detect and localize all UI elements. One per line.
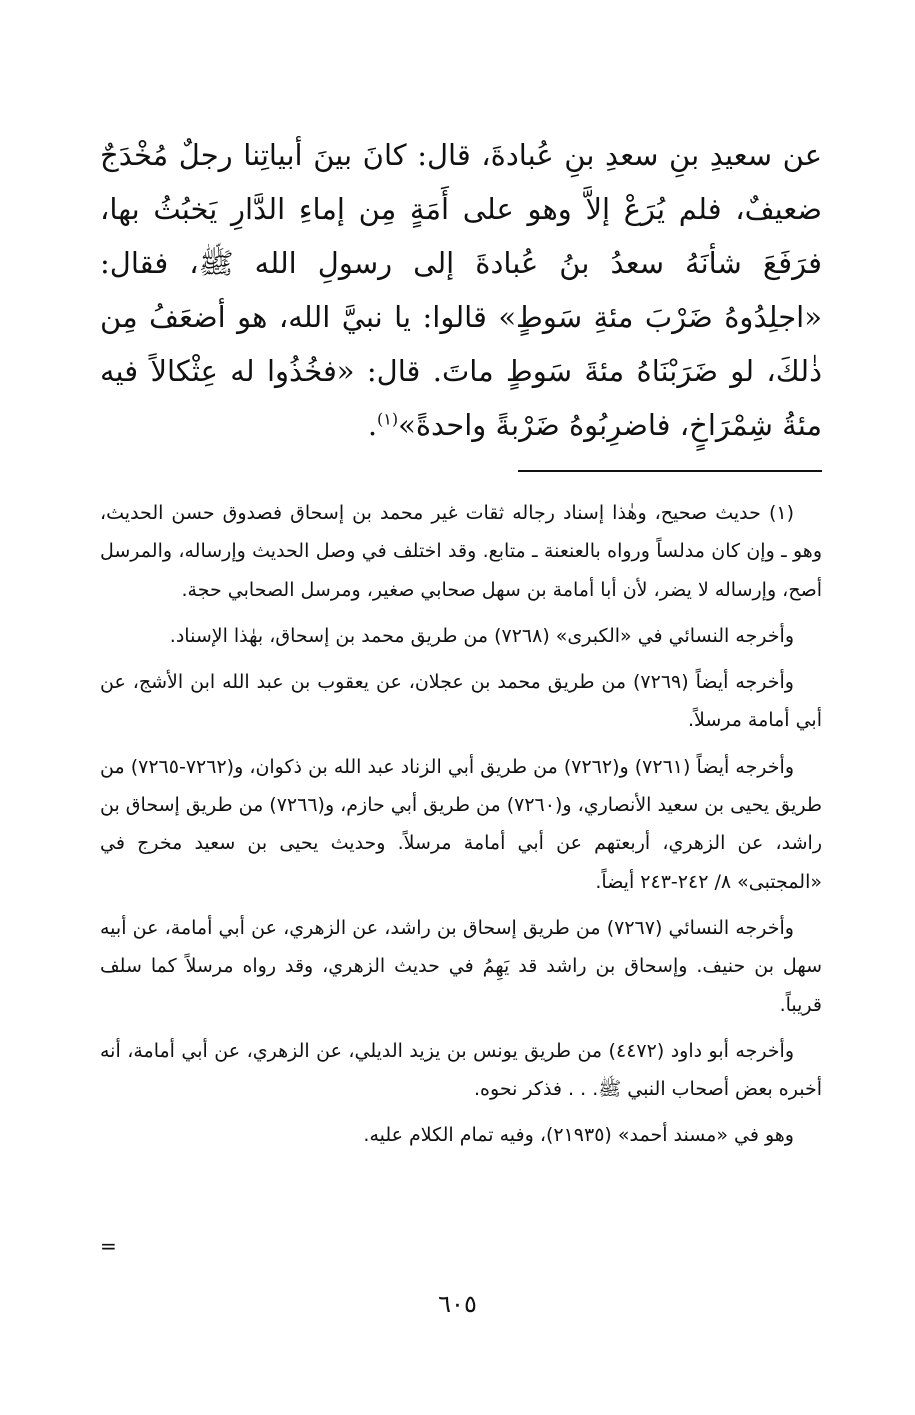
footnote-paragraph: (١) حديث صحيح، وهٰذا إسناد رجاله ثقات غير محمد بن إسحاق فصدوق حسن الحديث، وهو ـ وإن كان مدلساً ورواه بالعنعنة ـ متابع. وقد اختلف في وصل الحديث وإرساله، والمرسل أصح، وإرساله لا يضر، لأن أبا أمامة بن سهل صحابي صغير، ومرسل الصحابي حجة. — [100, 502, 822, 601]
footnotes — [100, 494, 822, 1163]
footnote-separator — [518, 470, 822, 472]
footnote-paragraph: وأخرجه أيضاً (٧٢٦١) و(٧٢٦٢) من طريق أبي الزناد عبد الله بن ذكوان، و(٧٢٦٢-٧٢٦٥) من طريق يحيى بن سعيد الأنصاري، و(٧٢٦٠) من طريق أبي حازم، و(٧٢٦٦) من طريق إسحاق بن راشد، عن الزهري، أربعتهم عن أبي أمامة مرسلاً. وحديث يحيى بن سعيد مخرج في «المجتبى» ٨/ ٢٤٢-٢٤٣ أيضاً. — [100, 755, 822, 893]
main-text-end: . — [367, 408, 378, 442]
main-hadith-text — [100, 128, 822, 452]
continuation-mark: = — [100, 1234, 117, 1258]
footnote-paragraph: وأخرجه النسائي في «الكبرى» (٧٢٦٨) من طريق محمد بن إسحاق، بهٰذا الإسناد. — [169, 624, 794, 647]
footnote-paragraph: وأخرجه النسائي (٧٢٦٧) من طريق إسحاق بن راشد، عن الزهري، عن أبي أمامة، عن أبيه سهل بن حنيف. وإسحاق بن راشد قد يَهِمُ في حديث الزهري، وقد رواه مرسلاً كما سلف قريباً. — [100, 916, 822, 1016]
footnote-paragraph: وهو في «مسند أحمد» (٢١٩٣٥)، وفيه تمام الكلام عليه. — [363, 1124, 794, 1147]
footnote-paragraph: وأخرجه أبو داود (٤٤٧٢) من طريق يونس بن يزيد الديلي، عن الزهري، عن أبي أمامة، أنه أخبره بعض أصحاب النبي ﷺ. . . فذكر نحوه. — [100, 1039, 822, 1101]
page-number: ٦٠٥ — [438, 1290, 477, 1318]
main-text-body: عن سعيدِ بنِ سعدِ بنِ عُبادةَ، قال: كانَ بينَ أبياتِنا رجلٌ مُخْدَجٌ ضعيفٌ، فلم يُرَعْ إلاَّ وهو على أَمَةٍ مِن إماءِ الدَّارِ يَخبُثُ بها، فرَفَعَ شأنَهُ سعدُ بنُ عُبادةَ إلى رسولِ الله ﷺ، فقال: «اجلِدُوهُ ضَرْبَ مئةِ سَوطٍ» قالوا: يا نبيَّ الله، هو أضعَفُ مِن ذٰلكَ، لو ضَرَبْنَاهُ مئةَ سَوطٍ ماتَ. قال: «فخُذُوا له عِثْكالاً فيه مئةُ شِمْرَاخٍ، فاضرِبُوهُ ضَرْبةً واحدةً» — [100, 138, 822, 442]
footnote-paragraph: وأخرجه أيضاً (٧٢٦٩) من طريق محمد بن عجلان، عن يعقوب بن عبد الله ابن الأشج، عن أبي أمامة مرسلاً. — [100, 671, 822, 732]
footnote-ref: (١) — [377, 409, 399, 429]
